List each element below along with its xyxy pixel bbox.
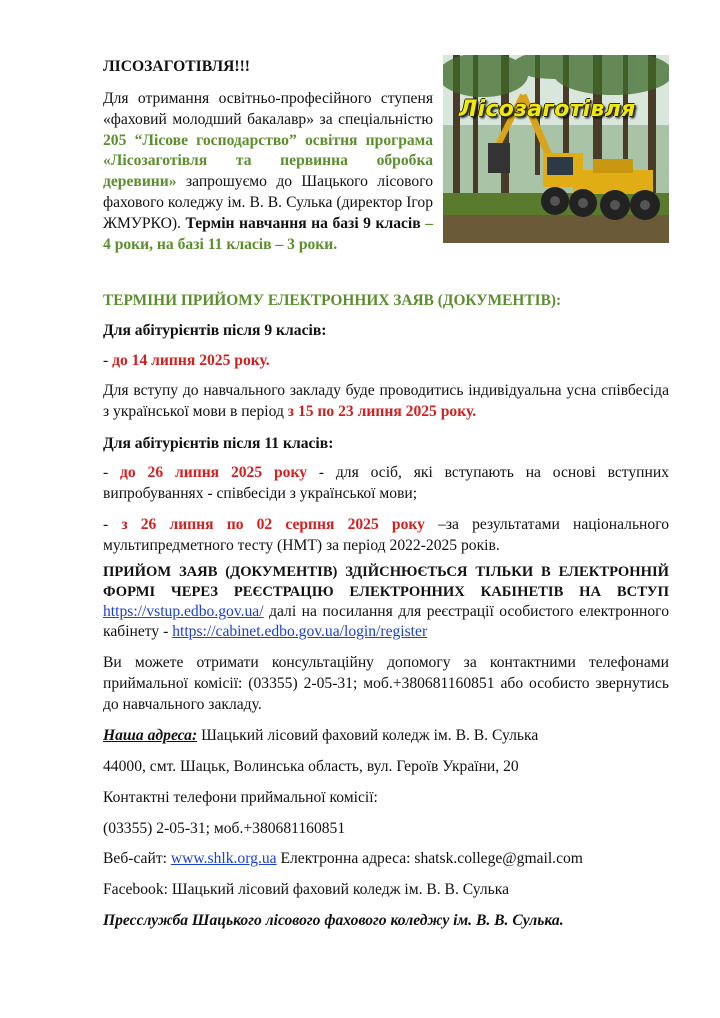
after11-deadline-1-text: - для осіб, які вступають на основі вступних випробуваннях - співбесіди з української мови; [103, 464, 670, 502]
after11-deadline-1 [103, 462, 669, 504]
term-label: Термін навчання на базі 9 класів [185, 214, 421, 232]
cabinet-register-link[interactable]: https://cabinet.edbo.gov.ua/login/register [172, 623, 428, 640]
after9-title: Для абітурієнтів після 9 класів: [103, 322, 327, 339]
college-name: Шацький лісовий фаховий коледж ім. В. В. Сулька [197, 727, 539, 744]
consultation-paragraph: Ви можете отримати консультаційну допомогу за контактними телефонами приймальної комісії: (03355) 2-05-31; моб.+380681160851 або особисто звернутись до навчального закладу. [103, 654, 669, 713]
heading: ЛІСОЗАГОТІВЛЯ!!! [103, 58, 250, 75]
after9-interview-text: Для вступу до навчального закладу буде проводитись індивідуальна усна співбесіда з української мови в період [103, 382, 669, 420]
term-durations: – 4 роки, на базі 11 класів – 3 роки. [103, 214, 433, 253]
street-address: 44000, смт. Шацьк, Волинська область, вул. Героїв України, 20 [103, 758, 519, 775]
specialty-name: 205 “Лісове господарство” освітня програма «Лісозаготівля та первинна обробка деревини» [103, 131, 433, 191]
phones: (03355) 2-05-31; моб.+380681160851 [103, 820, 346, 837]
section-title: ТЕРМІНИ ПРИЙОМУ ЕЛЕКТРОННИХ ЗАЯВ (ДОКУМЕНТІВ): [103, 292, 562, 309]
after11-deadline-1-date: до 26 липня 2025 року [120, 464, 308, 481]
after11-deadline-2 [103, 514, 669, 556]
email-text: Електронна адреса: shatsk.college@gmail.com [276, 850, 583, 867]
after9-deadline [103, 350, 669, 371]
intro-text-2: запрошуємо до Шацького лісового фахового коледжу ім. В. В. Сулька (директор Ігор ЖМУРКО). [103, 173, 433, 232]
facebook-line: Facebook: Шацький лісовий фаховий коледж ім. В. В. Сулька [103, 881, 510, 898]
after11-deadline-2-text: –за результатами національного мультипредметного тесту (НМТ) за період 2022-2025 років. [103, 516, 669, 554]
online-mid-text: далі на посилання для реєстрації особистого електронного кабінету - [103, 603, 669, 640]
online-submission-notice [103, 562, 669, 642]
photo-caption: Лісозаготівля [459, 97, 636, 122]
forestry-harvester-photo [443, 55, 669, 243]
intro-text-1: Для отримання освітньо-професійного ступеня «фаховий молодший бакалавр» за спеціальністю [103, 90, 433, 128]
address-label: Наша адреса: [103, 727, 198, 744]
dash: - [103, 464, 121, 481]
press-service-signature: Пресслужба Шацького лісового фахового коледжу ім. В. В. Сулька. [103, 912, 564, 929]
after11-title: Для абітурієнтів після 11 класів: [103, 435, 334, 452]
dash: - [103, 352, 113, 369]
online-notice-text: ПРИЙОМ ЗАЯВ (ДОКУМЕНТІВ) ЗДІЙСНЮЄТЬСЯ ТІЛЬКИ В ЕЛЕКТРОННІЙ ФОРМІ ЧЕРЕЗ РЕЄСТРАЦІЮ ЕЛЕКТРОННИХ КАБІНЕТІВ НА ВСТУП [103, 564, 669, 600]
web-line [103, 848, 669, 869]
website-label: Веб-сайт: [103, 850, 171, 867]
vstup-link[interactable]: https://vstup.edbo.gov.ua/ [103, 603, 264, 620]
dash: - [103, 516, 122, 533]
harvester-illustration [443, 55, 669, 243]
after11-deadline-2-date: з 26 липня по 02 серпня 2025 року [121, 516, 425, 533]
website-link[interactable]: www.shlk.org.ua [170, 850, 277, 867]
after9-deadline-date: до 14 липня 2025 року. [112, 352, 270, 369]
after9-interview [103, 380, 669, 422]
phones-label: Контактні телефони приймальної комісії: [103, 789, 378, 806]
intro-paragraph [103, 89, 433, 255]
after9-interview-dates: з 15 по 23 липня 2025 року. [287, 403, 477, 420]
address-line [103, 725, 669, 746]
